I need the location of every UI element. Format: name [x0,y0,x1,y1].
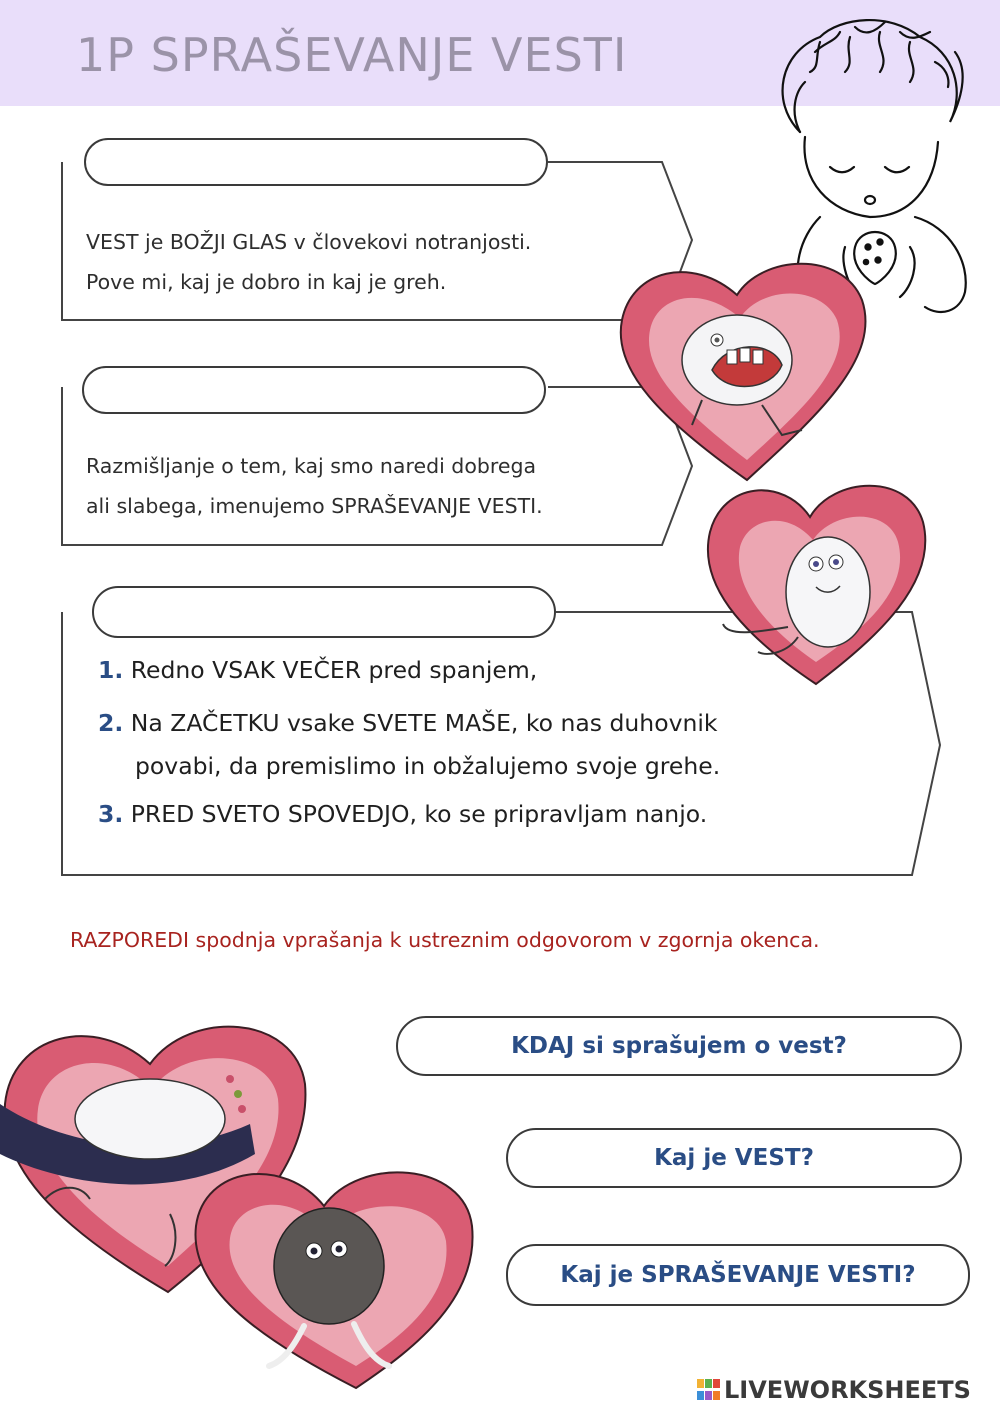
list-text: PRED SVETO SPOVEDJO, ko se pripravljam nanjo. [130,800,708,828]
liveworksheets-logo-icon [696,1377,722,1403]
section-1-text [86,222,531,302]
brand-text: LIVEWORKSHEETS [724,1376,971,1404]
answer-when[interactable]: KDAJ si sprašujem o vest? [396,1016,962,1076]
list-number: 3. [98,800,124,828]
list-number: 1. [98,656,124,684]
page-title: 1P SPRAŠEVANJE VESTI [76,28,628,82]
answer-what-is-examination[interactable]: Kaj je SPRAŠEVANJE VESTI? [506,1244,970,1306]
list-item [98,656,720,684]
heart-creature-smiling-illustration [698,462,930,692]
liveworksheets-brand[interactable] [696,1376,971,1404]
heart-creature-furry-illustration [184,1146,480,1396]
list-text-continued: povabi, da premislimo in obžalujemo svoje grehe. [135,752,721,780]
section-2-text [86,446,543,526]
section-2-line-2: ali slabega, imenujemo SPRAŠEVANJE VESTI. [86,494,543,518]
occasions-list [98,656,720,828]
section-2-line-1: Razmišljanje o tem, kaj smo naredi dobrega [86,454,537,478]
list-text: Redno VSAK VEČER pred spanjem, [123,656,538,684]
drop-zone-3[interactable] [92,586,556,638]
heart-creature-angry-illustration [612,240,882,490]
drop-zone-2[interactable] [82,366,546,414]
answer-what-is-conscience[interactable]: Kaj je VEST? [506,1128,962,1188]
section-1-line-1: VEST je BOŽJI GLAS v človekovi notranjosti. [86,230,532,254]
list-number: 2. [98,709,124,737]
list-item [98,702,720,788]
section-1-line-2: Pove mi, kaj je dobro in kaj je greh. [86,270,447,294]
drop-zone-1[interactable] [84,138,548,186]
list-item [98,800,720,828]
instruction-text: RAZPOREDI spodnja vprašanja k ustreznim odgovorom v zgornja okenca. [70,928,820,952]
list-text: Na ZAČETKU vsake SVETE MAŠE, ko nas duhovnik [130,709,718,737]
